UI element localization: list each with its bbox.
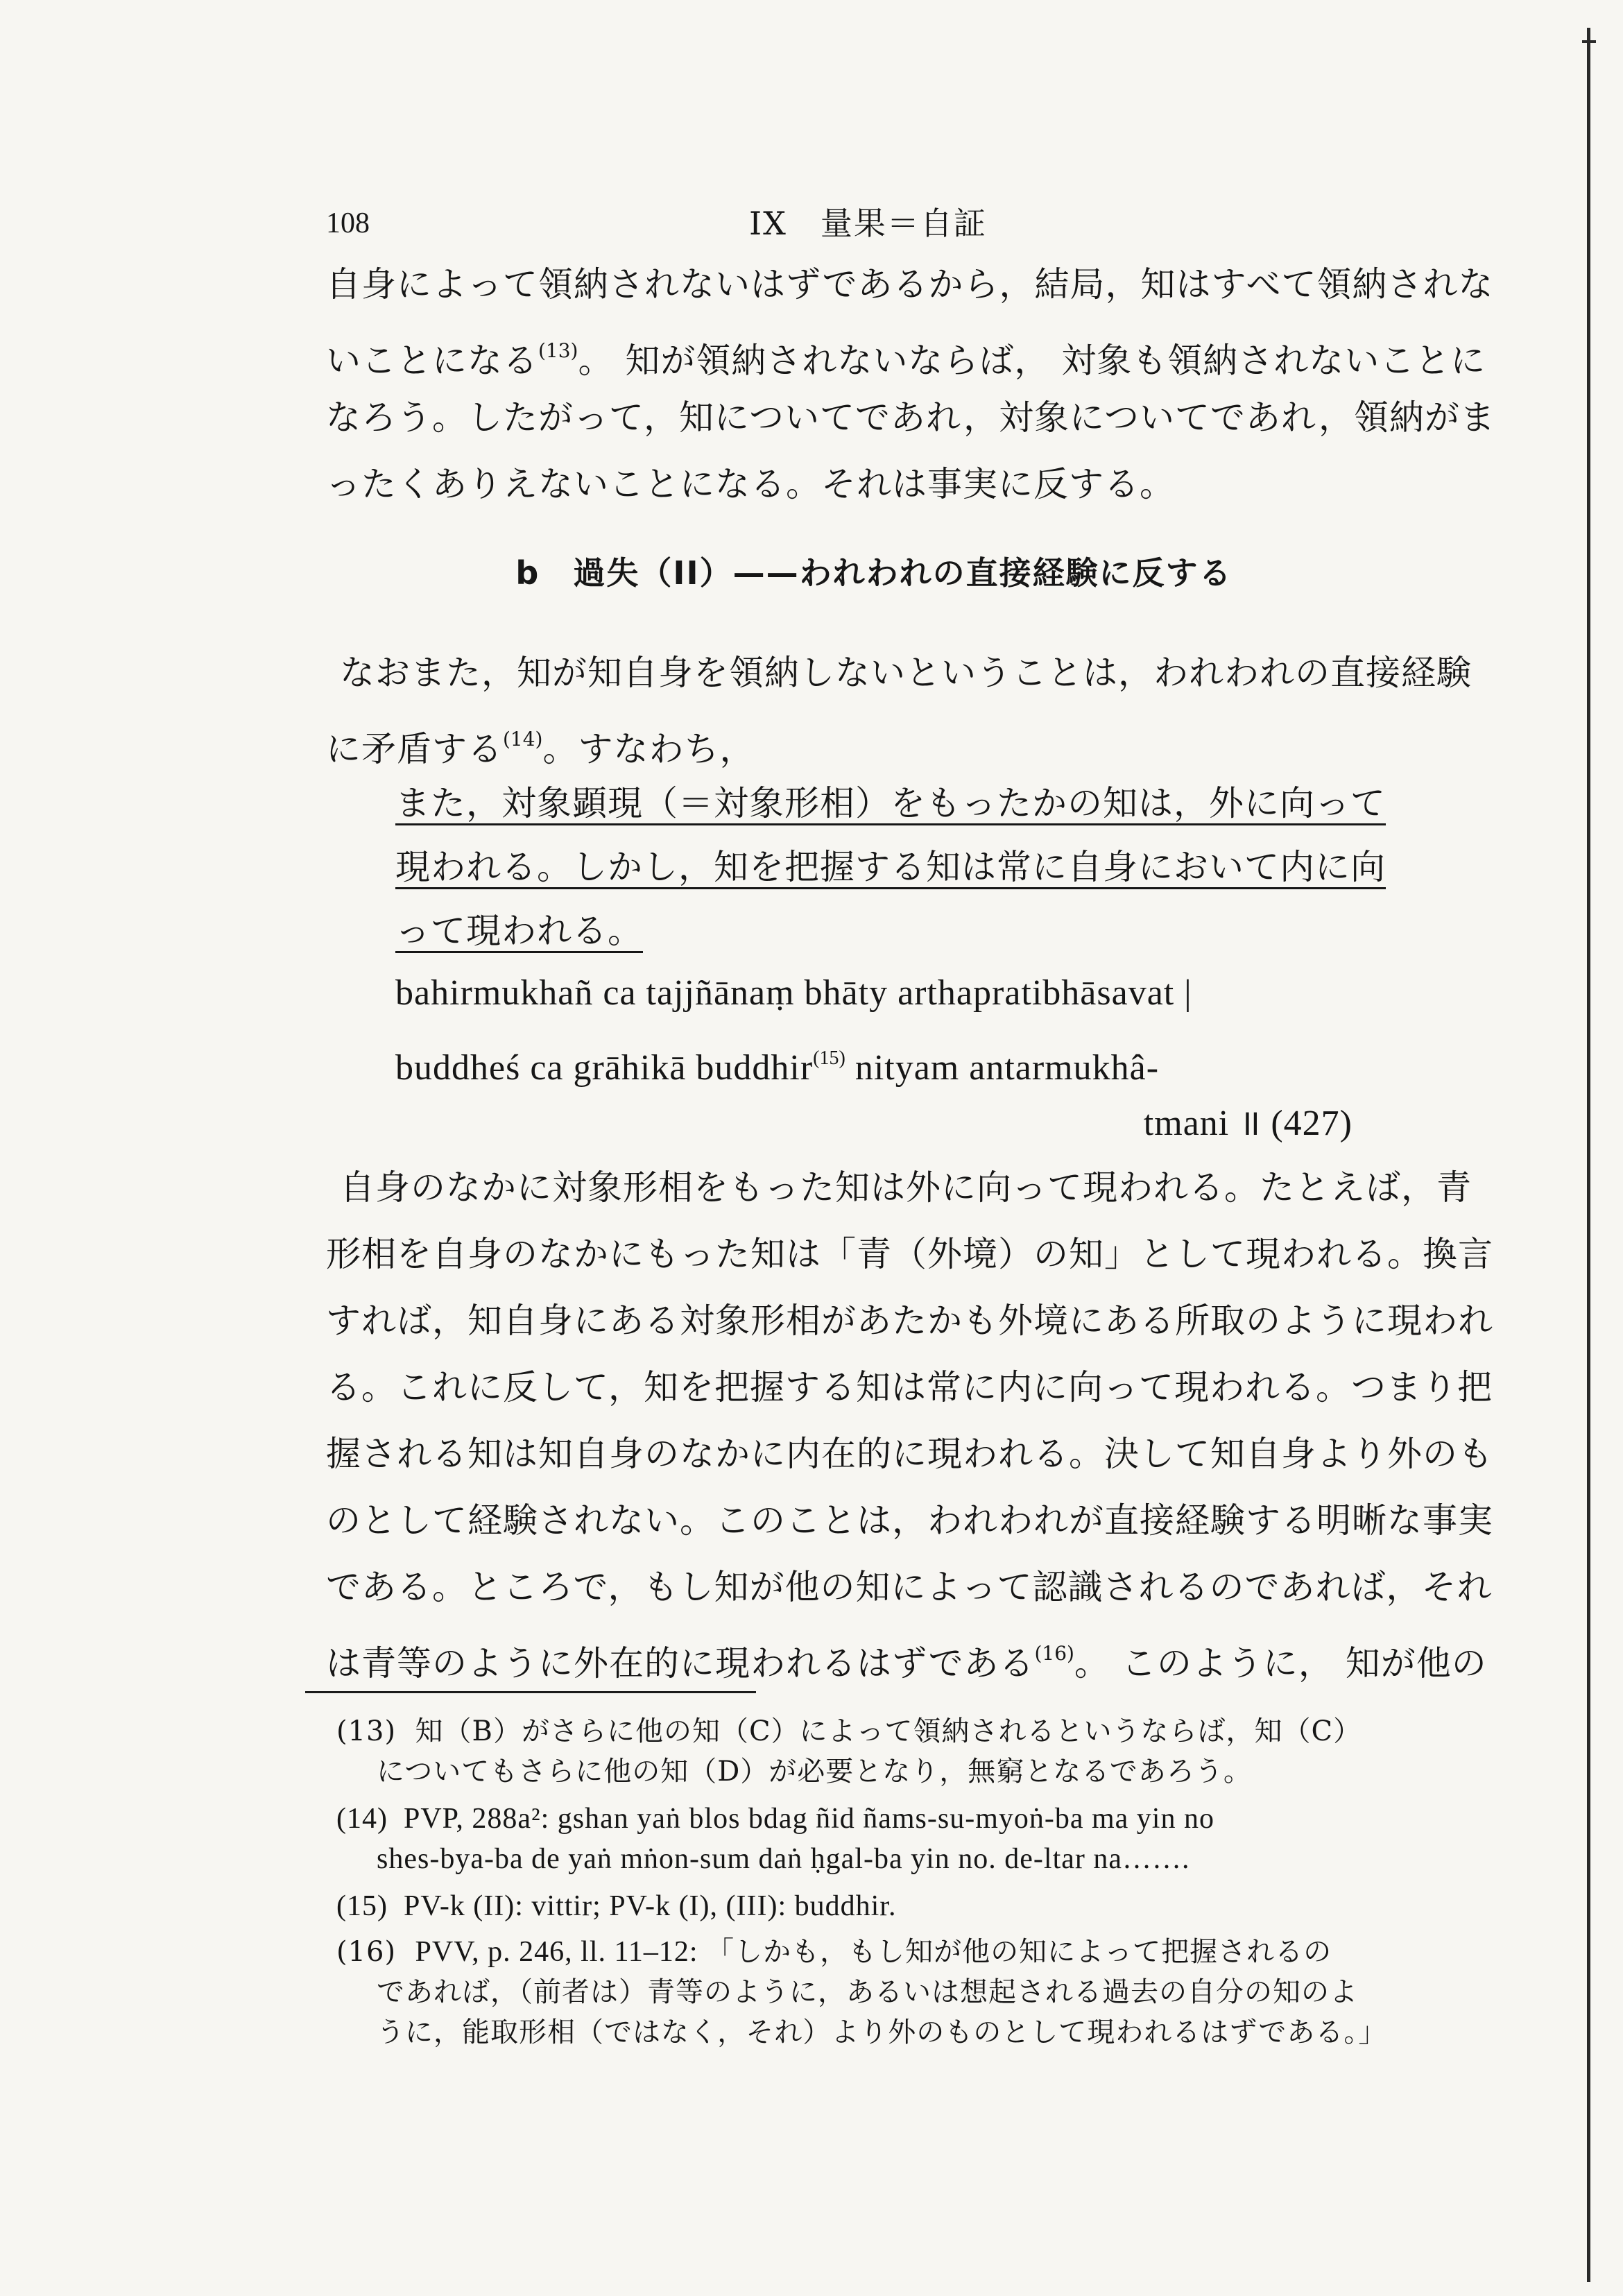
underlined-text: また，対象顕現（＝対象形相）をもったかの知は，外に向って <box>395 783 1386 823</box>
footnote-mark: (16) <box>336 1936 397 1968</box>
section-heading: b 過失（II）——われわれの直接経験に反する <box>515 554 1233 592</box>
paragraph-1-line-4: ったくありえないことになる。それは事実に反する。 <box>326 464 1175 504</box>
footnote-rule <box>305 1691 756 1693</box>
footnote-ref-13[interactable]: (13) <box>538 339 578 362</box>
footnote-16-line-1 <box>336 1933 1429 1971</box>
footnote-text: 「しかも，もし知が他の知によって把握されるの <box>706 1936 1332 1968</box>
paragraph-1-line-3: なろう。したがって，知についてであれ，対象についてであれ，領納がま <box>326 397 1495 438</box>
verse-line-2 <box>395 1031 1352 1096</box>
text-segment: 。すなわち， <box>542 729 755 769</box>
footnote-14-line-2: shes-bya-ba de yaṅ mṅon-sum daṅ ḥgal-ba yin no. de-ltar na……. <box>377 1843 1190 1875</box>
footnote-mark: (14) <box>336 1803 388 1835</box>
page-edge-line <box>1587 28 1590 2282</box>
text-segment: nityam antarmukhâ- <box>845 1048 1160 1088</box>
footnote-16-line-3: うに，能取形相（ではなく，それ）より外のものとして現われるはずである。」 <box>377 2016 1387 2048</box>
paragraph-3-line-4: る。これに反して，知を把握する知は常に内に向って現われる。つまり把 <box>326 1367 1493 1407</box>
footnote-14-line-1 <box>336 1799 1429 1838</box>
footnote-16-line-2: であれば，（前者は）青等のように，あるいは想起される過去の自分の知のよ <box>377 1976 1358 2008</box>
footnote-text: PVP, 288a²: gshan yaṅ blos bdag ñid ñams-su-myoṅ-ba ma yin no <box>403 1803 1214 1835</box>
paragraph-1-line-1: 自身によって領納されないはずであるから，結局，知はすべて領納されな <box>326 264 1494 305</box>
paragraph-3-line-8 <box>326 1626 1487 1691</box>
footnote-13-line-1 <box>336 1712 1429 1751</box>
footnote-mark: (13) <box>336 1715 397 1747</box>
footnote-ref-15[interactable]: (15) <box>813 1047 845 1069</box>
paragraph-3-line-5: 握される知は知自身のなかに内在的に現われる。決して知自身より外のも <box>326 1434 1493 1474</box>
paragraph-3-line-2: 形相を自身のなかにもった知は「青（外境）の知」として現われる。換言 <box>326 1234 1493 1274</box>
text-segment: buddheś ca grāhikā buddhir <box>395 1048 814 1088</box>
paragraph-1-line-2 <box>326 323 1486 388</box>
quote-line-3 <box>395 903 1352 959</box>
footnote-13-line-2: についてもさらに他の知（D）が必要となり，無窮となるであろう。 <box>377 1756 1252 1788</box>
footnote-mark: (15) <box>336 1890 388 1922</box>
chapter-title: IX 量果＝自証 <box>749 205 987 242</box>
verse-line-3: tmani ॥ (427) <box>1143 1104 1352 1143</box>
text-segment: は青等のように外在的に現われるはずである <box>326 1643 1035 1684</box>
paragraph-2-line-2 <box>326 712 1422 777</box>
verse-line-1: bahirmukhañ ca tajjñānaṃ bhāty arthapratibhāsavat | <box>395 973 1192 1013</box>
footnote-ref-14[interactable]: (14) <box>503 728 543 751</box>
footnote-citation: PVV, p. 246, ll. 11–12: <box>415 1936 707 1968</box>
running-head <box>326 201 1415 250</box>
footnote-ref-16[interactable]: (16) <box>1034 1642 1074 1665</box>
quote-line-2 <box>395 839 1386 895</box>
page-edge-tick <box>1582 40 1596 43</box>
paragraph-3-line-6: のとして経験されない。このことは，われわれが直接経験する明晰な事実 <box>326 1500 1493 1541</box>
text-segment: 。 知が領納されないならば， 対象も領納されないことに <box>578 341 1486 381</box>
footnote-text: 知（B）がさらに他の知（C）によって領納されるというならば，知（C） <box>415 1715 1362 1747</box>
underlined-text: って現われる。 <box>395 911 643 951</box>
text-segment: 。 このように， 知が他の <box>1074 1643 1487 1684</box>
paragraph-3-line-7: である。ところで，もし知が他の知によって認識されるのであれば，それ <box>326 1567 1493 1607</box>
footnote-text: PV-k (II): vittir; PV-k (I), (III): buddhir. <box>403 1890 897 1922</box>
paragraph-2-line-1: なおまた，知が知自身を領納しないということは，われわれの直接経験 <box>340 653 1472 693</box>
paragraph-3-line-3: すれば，知自身にある対象形相があたかも外境にある所取のように現われ <box>326 1301 1493 1341</box>
underlined-text: 現われる。しかし，知を把握する知は常に自身において内に向 <box>395 847 1386 887</box>
page-number: 108 <box>326 207 370 239</box>
footnote-15-line-1 <box>336 1887 1429 1926</box>
text-segment: いことになる <box>326 341 538 381</box>
quote-line-1 <box>395 776 1386 831</box>
paragraph-3-line-1: 自身のなかに対象形相をもった知は外に向って現われる。たとえば，青 <box>340 1167 1472 1208</box>
text-segment: に矛盾する <box>326 729 503 769</box>
